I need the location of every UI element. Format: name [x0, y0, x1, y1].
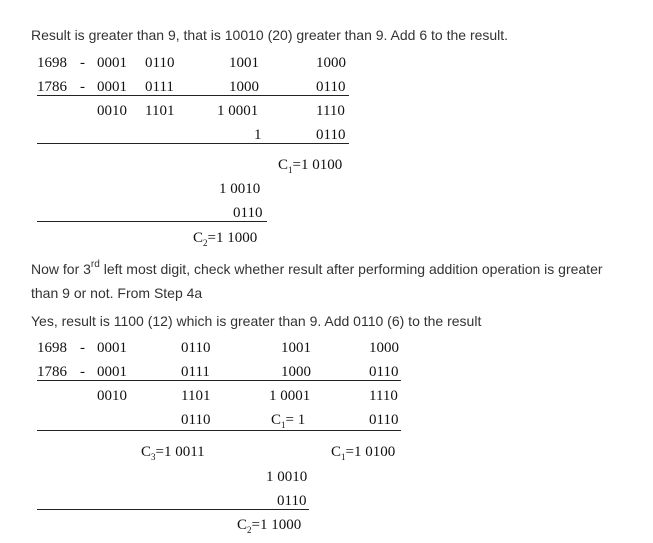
carry-c1-mid: $C_1= 1$ [271, 412, 306, 430]
digit-group: 0001 [97, 364, 127, 380]
paragraph-third-digit-cont: than 9 or not. From Step 4a [31, 285, 203, 301]
correction-0110: 0110 [181, 412, 211, 428]
digit-group: 1000 [281, 364, 311, 380]
digit-group: 1000 [369, 340, 399, 356]
result-rule [37, 221, 267, 222]
operand-1698: 1698 [37, 340, 67, 356]
operand-1698: 1698 [37, 55, 67, 71]
digit-group: 1000 [316, 55, 346, 71]
carry-added: 1 [254, 127, 262, 143]
digit-group: 0111 [145, 79, 174, 95]
sum-digit-group: 1110 [316, 103, 345, 119]
dash: - [80, 79, 85, 95]
digit-group: 1001 [281, 340, 311, 356]
digit-group: 1000 [229, 79, 259, 95]
carry-c3: $C_3=1$ 0011 [141, 444, 205, 462]
carry-c2: $C_2=1$ 1000 [237, 517, 302, 535]
correction-0110: 0110 [316, 127, 346, 143]
sum-rule [37, 95, 349, 96]
carry-c1: $C_1=1$ 0100 [331, 444, 396, 462]
correction-0110: 0110 [233, 205, 263, 221]
correction-0110: 0110 [277, 493, 307, 509]
digit-group: 0001 [97, 79, 127, 95]
operand-1786: 1786 [37, 79, 67, 95]
digit-group: 0111 [181, 364, 210, 380]
intermediate-result: 1 0010 [266, 469, 308, 485]
dash: - [80, 340, 85, 356]
sum-digit-group: 1101 [145, 103, 175, 119]
correction-rule [37, 430, 401, 431]
sum-digit-group: 1 0001 [217, 103, 259, 119]
carry-c1: $C_1=1$ 0100 [278, 157, 343, 175]
operand-1786: 1786 [37, 364, 67, 380]
sum-digit-group: 1110 [369, 388, 398, 404]
digit-group: 0110 [145, 55, 175, 71]
dash: - [80, 364, 85, 380]
sum-digit-group: 1101 [181, 388, 211, 404]
carry-c2: $C_2=1$ 1000 [193, 230, 258, 248]
digit-group: 1001 [229, 55, 259, 71]
digit-group: 0110 [316, 79, 346, 95]
paragraph-third-digit: Now for 3rd left most digit, check whether result after performing addition operation is greater [31, 259, 603, 277]
correction-rule [37, 143, 349, 144]
digit-group: 0001 [97, 55, 127, 71]
digit-group: 0110 [181, 340, 211, 356]
result-rule [37, 509, 309, 510]
dash: - [80, 55, 85, 71]
digit-group: 0110 [369, 364, 399, 380]
paragraph-add-0110: Yes, result is 1100 (12) which is greater than 9. Add 0110 (6) to the result [31, 313, 482, 329]
intermediate-result: 1 0010 [219, 181, 261, 197]
sum-digit-group: 1 0001 [269, 388, 311, 404]
sum-digit-group: 0010 [97, 388, 127, 404]
correction-0110: 0110 [369, 412, 399, 428]
sum-digit-group: 0010 [97, 103, 127, 119]
sum-rule [37, 380, 401, 381]
digit-group: 0001 [97, 340, 127, 356]
paragraph-greater-than-9: Result is greater than 9, that is 10010 (20) greater than 9. Add 6 to the result. [31, 27, 509, 43]
